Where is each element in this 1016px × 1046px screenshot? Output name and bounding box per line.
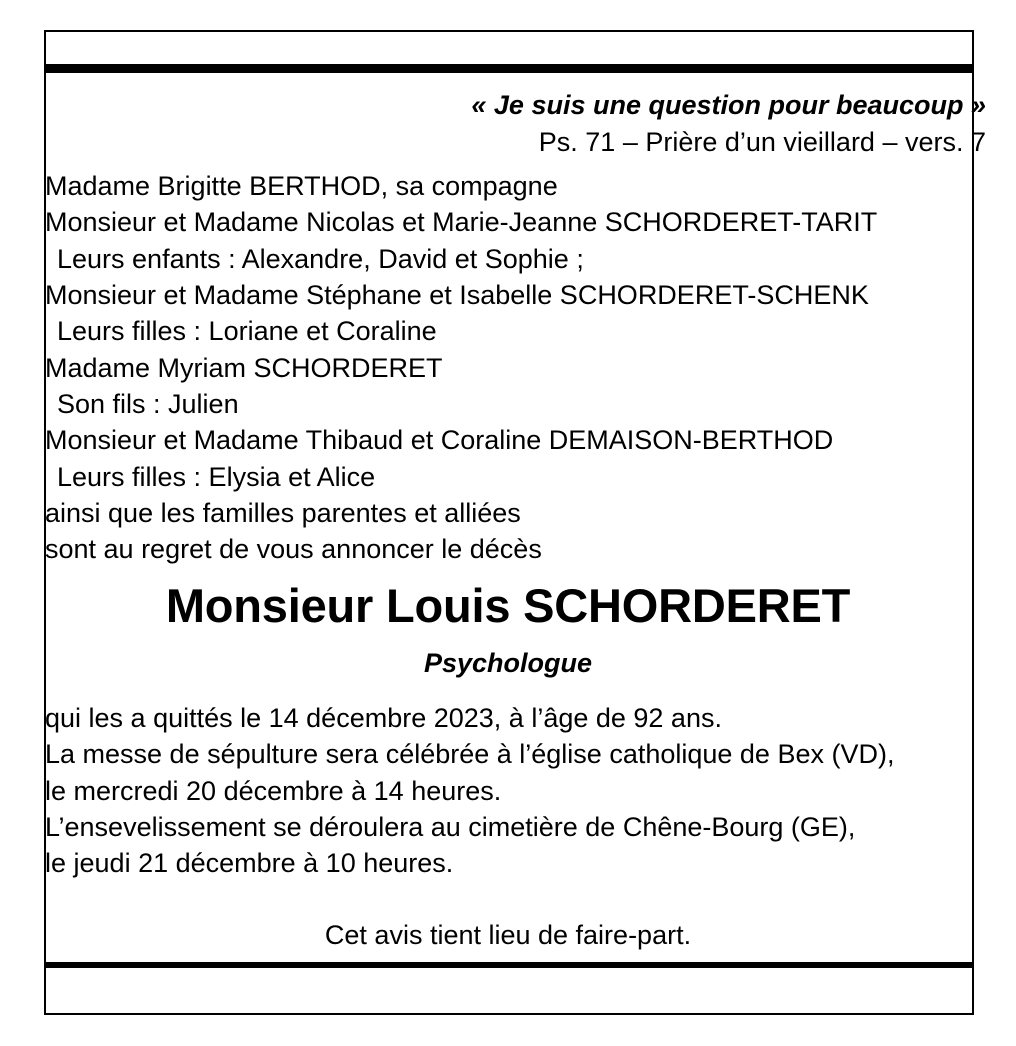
detail-line: le jeudi 21 décembre à 10 heures.	[45, 848, 454, 879]
detail-line: le mercredi 20 décembre à 14 heures.	[45, 775, 502, 806]
family-line: Madame Brigitte BERTHOD, sa compagne	[45, 171, 558, 201]
epitaph-block	[471, 88, 986, 159]
top-rule	[46, 64, 974, 73]
family-line: Monsieur et Madame Nicolas et Marie-Jeanne SCHORDERET-TARIT	[45, 207, 878, 238]
family-line: Monsieur et Madame Stéphane et Isabelle SCHORDERET-SCHENK	[45, 279, 869, 310]
footer-note: Cet avis tient lieu de faire-part.	[324, 920, 692, 950]
family-line: Son fils : Julien	[57, 388, 239, 419]
deceased-profession: Psychologue	[423, 648, 593, 678]
funeral-details	[45, 700, 945, 882]
detail-line: L’ensevelissement se déroulera au cimetière de Chêne-Bourg (GE),	[45, 811, 856, 842]
detail-line: qui les a quittés le 14 décembre 2023, à l’âge de 92 ans.	[45, 703, 722, 733]
family-line: Leurs filles : Elysia et Alice	[57, 461, 376, 492]
family-line: ainsi que les familles parentes et alliées	[45, 497, 521, 528]
bottom-rule	[46, 962, 974, 968]
epitaph-quote: « Je suis une question pour beaucoup »	[471, 90, 986, 120]
family-line: Leurs filles : Loriane et Coraline	[57, 316, 437, 347]
family-line: sont au regret de vous annoncer le décès	[45, 534, 542, 565]
family-line: Monsieur et Madame Thibaud et Coraline DEMAISON-BERTHOD	[45, 425, 834, 456]
epitaph-reference: Ps. 71 – Prière d’un vieillard – vers. 7	[538, 126, 986, 157]
family-line: Leurs enfants : Alexandre, David et Sophie ;	[57, 243, 584, 274]
family-list	[45, 168, 945, 567]
deceased-name: Monsieur Louis SCHORDERET	[165, 579, 851, 632]
family-line: Madame Myriam SCHORDERET	[45, 352, 443, 383]
detail-line: La messe de sépulture sera célébrée à l’église catholique de Bex (VD),	[45, 739, 895, 770]
